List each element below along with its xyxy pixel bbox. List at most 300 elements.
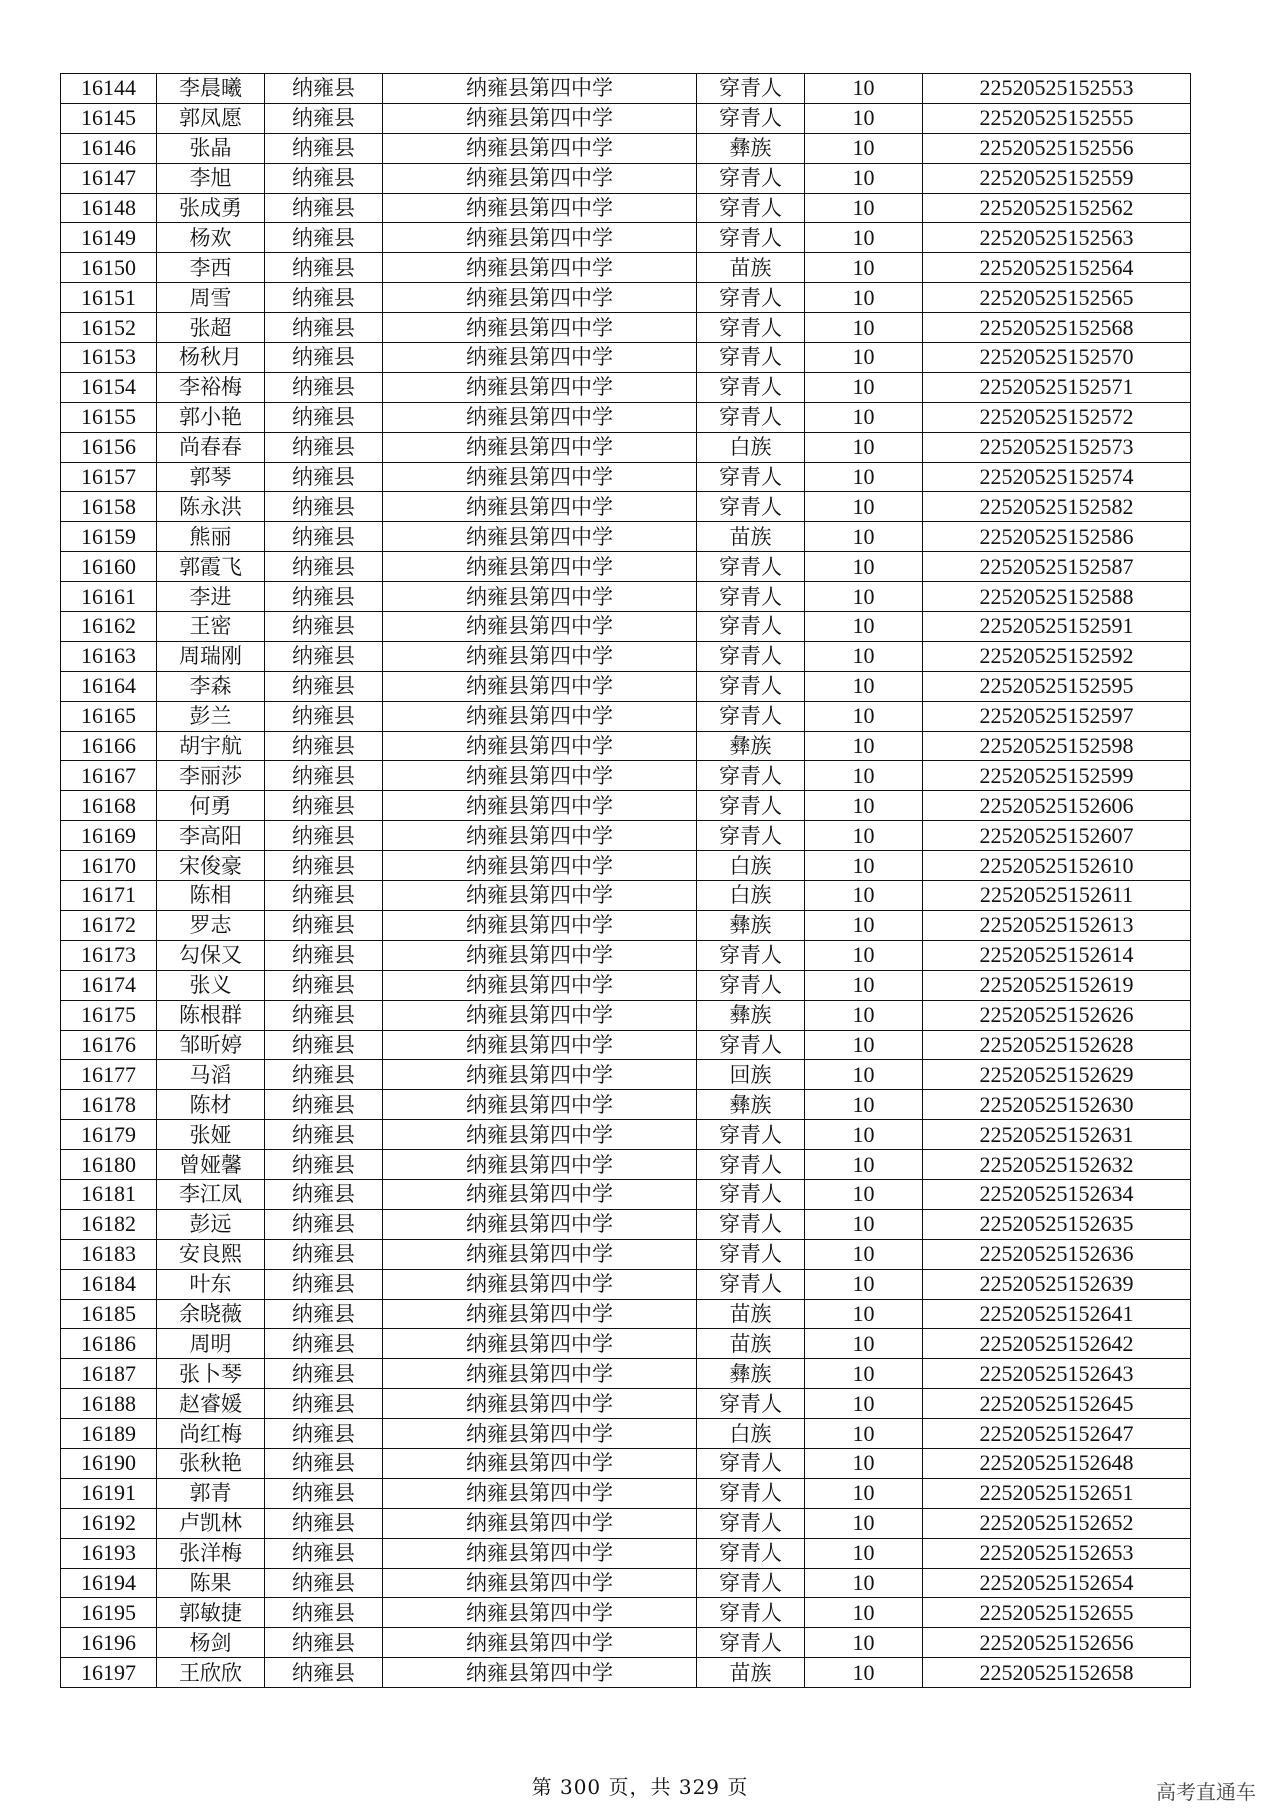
cell-student-name: 卢凯林 [157, 1508, 265, 1538]
table-row [61, 1538, 1191, 1568]
cell-seq-number: 16163 [61, 641, 157, 671]
cell-seq-number: 16191 [61, 1478, 157, 1508]
cell-school: 纳雍县第四中学 [383, 1239, 697, 1269]
cell-seq-number: 16154 [61, 372, 157, 402]
cell-ethnicity: 白族 [697, 881, 805, 911]
cell-school: 纳雍县第四中学 [383, 1209, 697, 1239]
cell-student-name: 邹昕婷 [157, 1030, 265, 1060]
table-row [61, 851, 1191, 881]
cell-exam-id: 22520525152651 [923, 1478, 1191, 1508]
cell-county: 纳雍县 [265, 552, 383, 582]
cell-student-name: 赵睿媛 [157, 1389, 265, 1419]
cell-student-name: 何勇 [157, 791, 265, 821]
cell-school: 纳雍县第四中学 [383, 1359, 697, 1389]
table-row [61, 103, 1191, 133]
cell-student-name: 张超 [157, 313, 265, 343]
cell-seq-number: 16193 [61, 1538, 157, 1568]
cell-county: 纳雍县 [265, 313, 383, 343]
cell-ethnicity: 穿青人 [697, 612, 805, 642]
cell-seq-number: 16167 [61, 761, 157, 791]
cell-seq-number: 16166 [61, 731, 157, 761]
cell-student-name: 周明 [157, 1329, 265, 1359]
cell-exam-id: 22520525152639 [923, 1269, 1191, 1299]
cell-seq-number: 16185 [61, 1299, 157, 1329]
table-row [61, 761, 1191, 791]
cell-grade: 10 [805, 1628, 923, 1658]
cell-exam-id: 22520525152563 [923, 223, 1191, 253]
table-row [61, 313, 1191, 343]
cell-student-name: 罗志 [157, 910, 265, 940]
table-row [61, 641, 1191, 671]
table-row [61, 1269, 1191, 1299]
cell-county: 纳雍县 [265, 1568, 383, 1598]
cell-exam-id: 22520525152634 [923, 1179, 1191, 1209]
cell-student-name: 李旭 [157, 163, 265, 193]
cell-grade: 10 [805, 612, 923, 642]
cell-seq-number: 16189 [61, 1419, 157, 1449]
roster-body [61, 74, 1191, 1688]
cell-student-name: 王欣欣 [157, 1658, 265, 1688]
cell-ethnicity: 穿青人 [697, 1508, 805, 1538]
cell-exam-id: 22520525152619 [923, 970, 1191, 1000]
cell-student-name: 尚红梅 [157, 1419, 265, 1449]
cell-grade: 10 [805, 1538, 923, 1568]
cell-ethnicity: 白族 [697, 1419, 805, 1449]
cell-school: 纳雍县第四中学 [383, 1628, 697, 1658]
table-row [61, 1000, 1191, 1030]
cell-grade: 10 [805, 731, 923, 761]
cell-school: 纳雍县第四中学 [383, 313, 697, 343]
cell-seq-number: 16171 [61, 881, 157, 911]
cell-student-name: 陈材 [157, 1090, 265, 1120]
cell-school: 纳雍县第四中学 [383, 1150, 697, 1180]
table-row [61, 462, 1191, 492]
cell-seq-number: 16195 [61, 1598, 157, 1628]
cell-ethnicity: 穿青人 [697, 1389, 805, 1419]
cell-ethnicity: 穿青人 [697, 1179, 805, 1209]
cell-county: 纳雍县 [265, 821, 383, 851]
cell-grade: 10 [805, 1060, 923, 1090]
cell-county: 纳雍县 [265, 402, 383, 432]
cell-ethnicity: 彝族 [697, 731, 805, 761]
cell-school: 纳雍县第四中学 [383, 1419, 697, 1449]
cell-school: 纳雍县第四中学 [383, 1000, 697, 1030]
cell-grade: 10 [805, 462, 923, 492]
cell-grade: 10 [805, 791, 923, 821]
cell-county: 纳雍县 [265, 1120, 383, 1150]
table-row [61, 163, 1191, 193]
table-row [61, 1448, 1191, 1478]
cell-ethnicity: 穿青人 [697, 223, 805, 253]
cell-exam-id: 22520525152611 [923, 881, 1191, 911]
cell-school: 纳雍县第四中学 [383, 1568, 697, 1598]
cell-county: 纳雍县 [265, 193, 383, 223]
cell-grade: 10 [805, 432, 923, 462]
cell-seq-number: 16181 [61, 1179, 157, 1209]
cell-grade: 10 [805, 582, 923, 612]
cell-student-name: 彭远 [157, 1209, 265, 1239]
watermark-text: 高考直通车 [1156, 1780, 1256, 1804]
cell-county: 纳雍县 [265, 970, 383, 1000]
cell-county: 纳雍县 [265, 1329, 383, 1359]
cell-exam-id: 22520525152658 [923, 1658, 1191, 1688]
cell-seq-number: 16194 [61, 1568, 157, 1598]
cell-grade: 10 [805, 1329, 923, 1359]
cell-seq-number: 16162 [61, 612, 157, 642]
cell-exam-id: 22520525152599 [923, 761, 1191, 791]
cell-ethnicity: 苗族 [697, 1658, 805, 1688]
cell-ethnicity: 穿青人 [697, 1598, 805, 1628]
cell-seq-number: 16187 [61, 1359, 157, 1389]
cell-county: 纳雍县 [265, 671, 383, 701]
cell-county: 纳雍县 [265, 1239, 383, 1269]
cell-school: 纳雍县第四中学 [383, 1090, 697, 1120]
cell-seq-number: 16164 [61, 671, 157, 701]
cell-seq-number: 16176 [61, 1030, 157, 1060]
cell-exam-id: 22520525152613 [923, 910, 1191, 940]
cell-seq-number: 16160 [61, 552, 157, 582]
table-row [61, 791, 1191, 821]
cell-grade: 10 [805, 522, 923, 552]
cell-ethnicity: 穿青人 [697, 193, 805, 223]
cell-school: 纳雍县第四中学 [383, 1448, 697, 1478]
cell-grade: 10 [805, 1448, 923, 1478]
cell-ethnicity: 穿青人 [697, 462, 805, 492]
cell-student-name: 杨剑 [157, 1628, 265, 1658]
cell-grade: 10 [805, 641, 923, 671]
cell-seq-number: 16174 [61, 970, 157, 1000]
cell-grade: 10 [805, 223, 923, 253]
cell-ethnicity: 穿青人 [697, 701, 805, 731]
roster-table [60, 73, 1191, 1688]
table-row [61, 552, 1191, 582]
cell-county: 纳雍县 [265, 103, 383, 133]
cell-county: 纳雍县 [265, 731, 383, 761]
cell-seq-number: 16146 [61, 133, 157, 163]
cell-county: 纳雍县 [265, 1508, 383, 1538]
cell-seq-number: 16157 [61, 462, 157, 492]
table-row [61, 74, 1191, 104]
cell-student-name: 张卜琴 [157, 1359, 265, 1389]
cell-grade: 10 [805, 253, 923, 283]
cell-ethnicity: 穿青人 [697, 970, 805, 1000]
cell-exam-id: 22520525152571 [923, 372, 1191, 402]
cell-ethnicity: 穿青人 [697, 821, 805, 851]
table-row [61, 970, 1191, 1000]
cell-school: 纳雍县第四中学 [383, 940, 697, 970]
table-row [61, 821, 1191, 851]
cell-grade: 10 [805, 1150, 923, 1180]
cell-school: 纳雍县第四中学 [383, 193, 697, 223]
cell-county: 纳雍县 [265, 283, 383, 313]
cell-county: 纳雍县 [265, 791, 383, 821]
cell-student-name: 李高阳 [157, 821, 265, 851]
cell-exam-id: 22520525152643 [923, 1359, 1191, 1389]
cell-school: 纳雍县第四中学 [383, 372, 697, 402]
cell-student-name: 张娅 [157, 1120, 265, 1150]
cell-student-name: 张晶 [157, 133, 265, 163]
cell-grade: 10 [805, 193, 923, 223]
cell-school: 纳雍县第四中学 [383, 1389, 697, 1419]
cell-seq-number: 16197 [61, 1658, 157, 1688]
cell-exam-id: 22520525152562 [923, 193, 1191, 223]
cell-school: 纳雍县第四中学 [383, 552, 697, 582]
cell-grade: 10 [805, 821, 923, 851]
cell-ethnicity: 穿青人 [697, 552, 805, 582]
cell-grade: 10 [805, 1508, 923, 1538]
cell-county: 纳雍县 [265, 761, 383, 791]
table-row [61, 1419, 1191, 1449]
table-row [61, 372, 1191, 402]
table-row [61, 940, 1191, 970]
cell-ethnicity: 穿青人 [697, 1568, 805, 1598]
cell-ethnicity: 穿青人 [697, 1120, 805, 1150]
cell-seq-number: 16170 [61, 851, 157, 881]
cell-exam-id: 22520525152631 [923, 1120, 1191, 1150]
cell-exam-id: 22520525152654 [923, 1568, 1191, 1598]
table-row [61, 1239, 1191, 1269]
cell-ethnicity: 苗族 [697, 522, 805, 552]
table-row [61, 1628, 1191, 1658]
cell-seq-number: 16165 [61, 701, 157, 731]
cell-grade: 10 [805, 74, 923, 104]
cell-student-name: 李森 [157, 671, 265, 701]
cell-ethnicity: 穿青人 [697, 1239, 805, 1269]
cell-grade: 10 [805, 372, 923, 402]
cell-grade: 10 [805, 103, 923, 133]
cell-grade: 10 [805, 1419, 923, 1449]
cell-grade: 10 [805, 1389, 923, 1419]
cell-exam-id: 22520525152628 [923, 1030, 1191, 1060]
cell-county: 纳雍县 [265, 1150, 383, 1180]
cell-ethnicity: 回族 [697, 1060, 805, 1090]
cell-exam-id: 22520525152559 [923, 163, 1191, 193]
cell-county: 纳雍县 [265, 1060, 383, 1090]
cell-exam-id: 22520525152553 [923, 74, 1191, 104]
table-row [61, 1568, 1191, 1598]
table-row [61, 1359, 1191, 1389]
cell-grade: 10 [805, 1030, 923, 1060]
cell-school: 纳雍县第四中学 [383, 1120, 697, 1150]
cell-student-name: 宋俊豪 [157, 851, 265, 881]
cell-seq-number: 16188 [61, 1389, 157, 1419]
cell-exam-id: 22520525152598 [923, 731, 1191, 761]
cell-grade: 10 [805, 1239, 923, 1269]
cell-ethnicity: 彝族 [697, 1000, 805, 1030]
cell-seq-number: 16153 [61, 343, 157, 373]
table-row [61, 1598, 1191, 1628]
cell-exam-id: 22520525152653 [923, 1538, 1191, 1568]
cell-county: 纳雍县 [265, 1478, 383, 1508]
cell-exam-id: 22520525152588 [923, 582, 1191, 612]
cell-exam-id: 22520525152607 [923, 821, 1191, 851]
cell-county: 纳雍县 [265, 582, 383, 612]
cell-exam-id: 22520525152556 [923, 133, 1191, 163]
cell-seq-number: 16158 [61, 492, 157, 522]
cell-exam-id: 22520525152648 [923, 1448, 1191, 1478]
cell-school: 纳雍县第四中学 [383, 1538, 697, 1568]
cell-student-name: 周瑞刚 [157, 641, 265, 671]
cell-student-name: 张洋梅 [157, 1538, 265, 1568]
cell-county: 纳雍县 [265, 492, 383, 522]
cell-student-name: 安良熙 [157, 1239, 265, 1269]
cell-exam-id: 22520525152629 [923, 1060, 1191, 1090]
cell-ethnicity: 彝族 [697, 1090, 805, 1120]
table-row [61, 1329, 1191, 1359]
cell-county: 纳雍县 [265, 462, 383, 492]
cell-seq-number: 16156 [61, 432, 157, 462]
cell-school: 纳雍县第四中学 [383, 283, 697, 313]
cell-exam-id: 22520525152572 [923, 402, 1191, 432]
cell-student-name: 叶东 [157, 1269, 265, 1299]
cell-school: 纳雍县第四中学 [383, 223, 697, 253]
cell-ethnicity: 彝族 [697, 910, 805, 940]
cell-grade: 10 [805, 761, 923, 791]
cell-student-name: 郭敏捷 [157, 1598, 265, 1628]
cell-exam-id: 22520525152635 [923, 1209, 1191, 1239]
cell-grade: 10 [805, 940, 923, 970]
cell-exam-id: 22520525152647 [923, 1419, 1191, 1449]
cell-school: 纳雍县第四中学 [383, 253, 697, 283]
cell-student-name: 尚春春 [157, 432, 265, 462]
cell-grade: 10 [805, 1478, 923, 1508]
table-row [61, 731, 1191, 761]
cell-ethnicity: 穿青人 [697, 1030, 805, 1060]
cell-exam-id: 22520525152636 [923, 1239, 1191, 1269]
cell-county: 纳雍县 [265, 343, 383, 373]
cell-grade: 10 [805, 313, 923, 343]
cell-exam-id: 22520525152597 [923, 701, 1191, 731]
cell-school: 纳雍县第四中学 [383, 910, 697, 940]
cell-seq-number: 16177 [61, 1060, 157, 1090]
cell-ethnicity: 穿青人 [697, 791, 805, 821]
cell-grade: 10 [805, 163, 923, 193]
cell-exam-id: 22520525152642 [923, 1329, 1191, 1359]
cell-seq-number: 16175 [61, 1000, 157, 1030]
cell-seq-number: 16196 [61, 1628, 157, 1658]
cell-ethnicity: 穿青人 [697, 492, 805, 522]
cell-student-name: 李江凤 [157, 1179, 265, 1209]
cell-county: 纳雍县 [265, 1359, 383, 1389]
table-row [61, 1179, 1191, 1209]
cell-seq-number: 16149 [61, 223, 157, 253]
cell-school: 纳雍县第四中学 [383, 103, 697, 133]
cell-seq-number: 16172 [61, 910, 157, 940]
table-row [61, 1299, 1191, 1329]
cell-exam-id: 22520525152573 [923, 432, 1191, 462]
cell-county: 纳雍县 [265, 641, 383, 671]
cell-school: 纳雍县第四中学 [383, 612, 697, 642]
cell-ethnicity: 穿青人 [697, 313, 805, 343]
table-row [61, 492, 1191, 522]
table-row [61, 283, 1191, 313]
cell-school: 纳雍县第四中学 [383, 1658, 697, 1688]
cell-student-name: 李西 [157, 253, 265, 283]
cell-school: 纳雍县第四中学 [383, 133, 697, 163]
cell-ethnicity: 穿青人 [697, 372, 805, 402]
cell-seq-number: 16155 [61, 402, 157, 432]
cell-student-name: 陈永洪 [157, 492, 265, 522]
cell-school: 纳雍县第四中学 [383, 1030, 697, 1060]
cell-grade: 10 [805, 1568, 923, 1598]
cell-student-name: 杨秋月 [157, 343, 265, 373]
cell-ethnicity: 穿青人 [697, 671, 805, 701]
cell-exam-id: 22520525152587 [923, 552, 1191, 582]
cell-county: 纳雍县 [265, 163, 383, 193]
cell-seq-number: 16179 [61, 1120, 157, 1150]
cell-exam-id: 22520525152591 [923, 612, 1191, 642]
cell-student-name: 余晓薇 [157, 1299, 265, 1329]
cell-student-name: 李丽莎 [157, 761, 265, 791]
cell-exam-id: 22520525152595 [923, 671, 1191, 701]
cell-exam-id: 22520525152645 [923, 1389, 1191, 1419]
cell-grade: 10 [805, 552, 923, 582]
cell-exam-id: 22520525152555 [923, 103, 1191, 133]
cell-county: 纳雍县 [265, 940, 383, 970]
table-row [61, 701, 1191, 731]
cell-grade: 10 [805, 1209, 923, 1239]
cell-student-name: 张义 [157, 970, 265, 1000]
table-row [61, 612, 1191, 642]
cell-grade: 10 [805, 1090, 923, 1120]
cell-exam-id: 22520525152614 [923, 940, 1191, 970]
cell-school: 纳雍县第四中学 [383, 343, 697, 373]
cell-student-name: 熊丽 [157, 522, 265, 552]
cell-school: 纳雍县第四中学 [383, 163, 697, 193]
cell-seq-number: 16159 [61, 522, 157, 552]
cell-county: 纳雍县 [265, 133, 383, 163]
cell-county: 纳雍县 [265, 1448, 383, 1478]
table-row [61, 1090, 1191, 1120]
cell-grade: 10 [805, 671, 923, 701]
cell-exam-id: 22520525152568 [923, 313, 1191, 343]
cell-grade: 10 [805, 970, 923, 1000]
cell-ethnicity: 穿青人 [697, 103, 805, 133]
cell-seq-number: 16190 [61, 1448, 157, 1478]
cell-seq-number: 16183 [61, 1239, 157, 1269]
cell-ethnicity: 穿青人 [697, 1269, 805, 1299]
cell-ethnicity: 穿青人 [697, 641, 805, 671]
cell-county: 纳雍县 [265, 1658, 383, 1688]
cell-grade: 10 [805, 1269, 923, 1299]
cell-student-name: 曾娅馨 [157, 1150, 265, 1180]
cell-student-name: 张成勇 [157, 193, 265, 223]
cell-county: 纳雍县 [265, 851, 383, 881]
cell-school: 纳雍县第四中学 [383, 1179, 697, 1209]
cell-school: 纳雍县第四中学 [383, 1299, 697, 1329]
cell-student-name: 胡宇航 [157, 731, 265, 761]
cell-county: 纳雍县 [265, 253, 383, 283]
cell-grade: 10 [805, 1179, 923, 1209]
table-row [61, 223, 1191, 253]
cell-seq-number: 16168 [61, 791, 157, 821]
cell-grade: 10 [805, 881, 923, 911]
cell-county: 纳雍县 [265, 1090, 383, 1120]
cell-seq-number: 16182 [61, 1209, 157, 1239]
cell-grade: 10 [805, 701, 923, 731]
cell-student-name: 李裕梅 [157, 372, 265, 402]
cell-exam-id: 22520525152564 [923, 253, 1191, 283]
cell-school: 纳雍县第四中学 [383, 970, 697, 1000]
cell-ethnicity: 白族 [697, 851, 805, 881]
cell-student-name: 勾保又 [157, 940, 265, 970]
cell-exam-id: 22520525152655 [923, 1598, 1191, 1628]
table-row [61, 1389, 1191, 1419]
cell-seq-number: 16178 [61, 1090, 157, 1120]
cell-county: 纳雍县 [265, 612, 383, 642]
cell-grade: 10 [805, 283, 923, 313]
cell-county: 纳雍县 [265, 1389, 383, 1419]
